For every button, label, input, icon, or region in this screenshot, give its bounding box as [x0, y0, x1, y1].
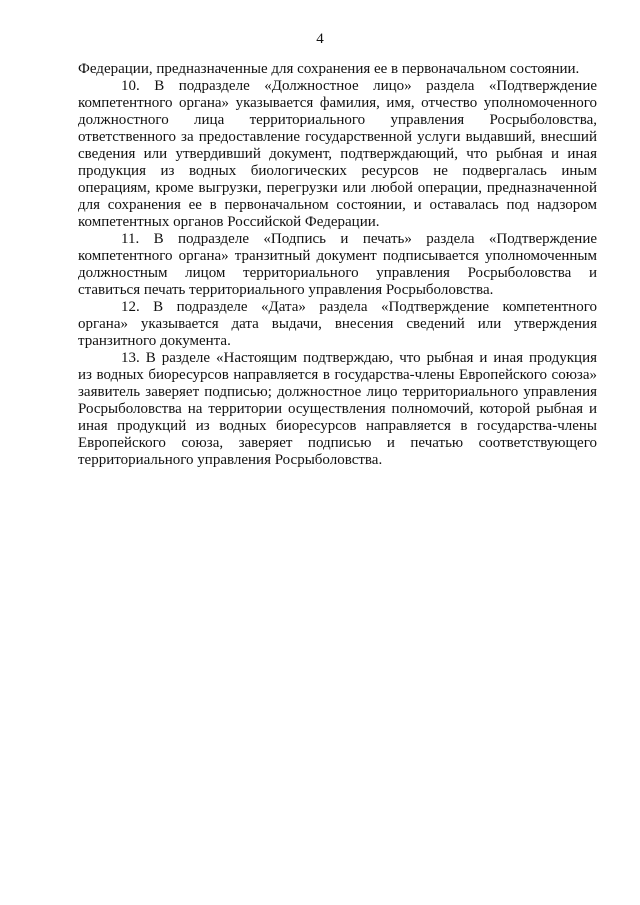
text-line: транзитного документа.: [78, 333, 231, 349]
text-line: компетентных органов Российской Федерации.: [78, 214, 380, 230]
text-line: иная продукций из водных биоресурсов направляется в государства-члены: [78, 418, 597, 434]
text-line: территориального управления Росрыболовства.: [78, 452, 383, 468]
text-line: ответственного за предоставление государственной услуги выдавший, внесший: [78, 129, 597, 145]
text-line: для сохранения ее в первоначальном состоянии, и оставалась под надзором: [78, 197, 597, 213]
paragraph-13-start: 13. В разделе «Настоящим подтверждаю, что рыбная и иная продукция: [121, 350, 597, 366]
text-line: из водных биоресурсов направляется в государства-члены Европейского союза»: [78, 367, 597, 383]
paragraph-11-start: 11. В подразделе «Подпись и печать» раздела «Подтверждение: [121, 231, 597, 247]
text-line: компетентного органа» транзитный документ подписывается уполномоченным: [78, 248, 597, 264]
text-line: должностным лицом территориального управления Росрыболовства и: [78, 265, 597, 281]
text-line: компетентного органа» указывается фамилия, имя, отчество уполномоченного: [78, 95, 597, 111]
text-line: ставиться печать территориального управления Росрыболовства.: [78, 282, 494, 298]
paragraph-12-start: 12. В подразделе «Дата» раздела «Подтверждение компетентного: [121, 299, 597, 315]
page-number: 4: [316, 31, 324, 47]
text-line: Федерации, предназначенные для сохранения ее в первоначальном состоянии.: [78, 61, 580, 77]
text-line: должностного лица территориального управления Росрыболовства,: [78, 112, 597, 128]
text-line: Европейского союза, заверяет подписью и печатью соответствующего: [78, 435, 597, 451]
text-line: органа» указывается дата выдачи, внесения сведений или утверждения: [78, 316, 597, 332]
text-line: Росрыболовства на территории осуществления полномочий, которой рыбная и: [78, 401, 597, 417]
document-body: [78, 61, 597, 469]
paragraph-10-start: 10. В подразделе «Должностное лицо» раздела «Подтверждение: [121, 78, 597, 94]
text-line: заявитель заверяет подписью; должностное лицо территориального управления: [78, 384, 597, 400]
text-line: операциям, кроме выгрузки, перегрузки или любой операции, предназначенной: [78, 180, 597, 196]
text-line: сведения или утвердивший документ, подтверждающий, что рыбная и иная: [78, 146, 597, 162]
text-line: продукция из водных биологических ресурсов не подвергалась иным: [78, 163, 597, 179]
